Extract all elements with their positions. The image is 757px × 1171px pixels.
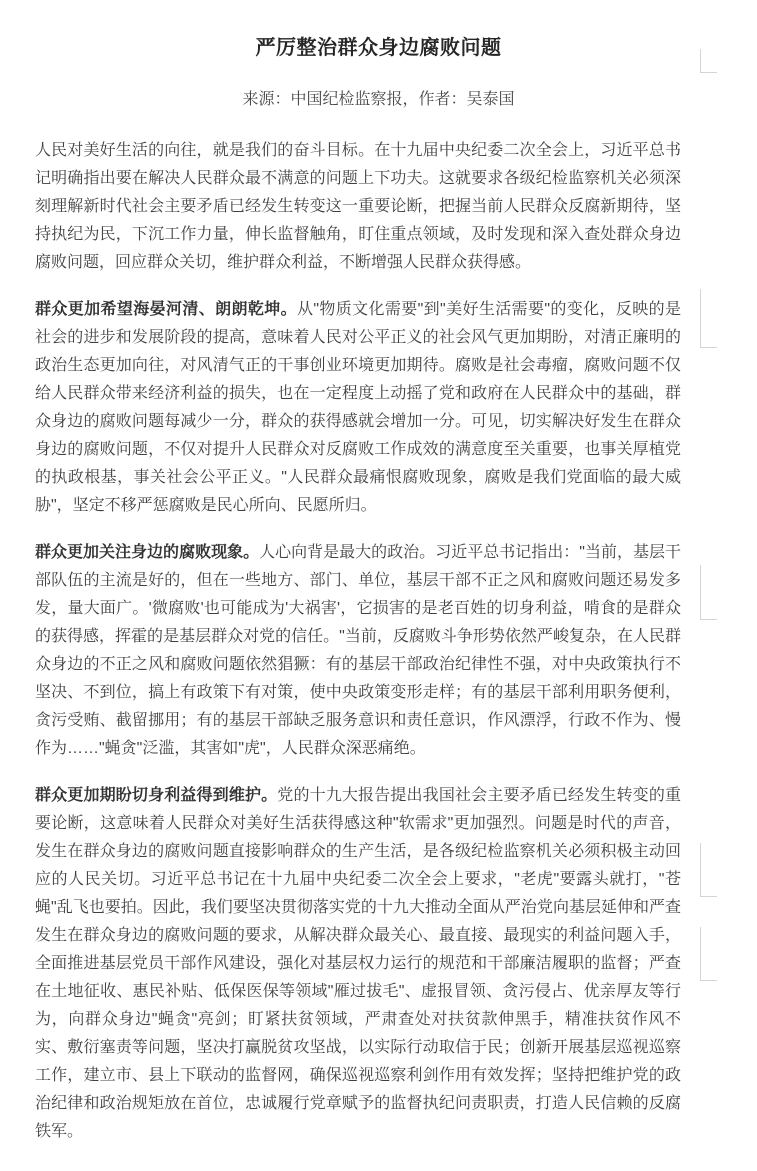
text-boundary-corner-mark (700, 289, 717, 348)
paragraph-lead: 群众更加关注身边的腐败现象。 (35, 544, 260, 561)
text-boundary-corner-mark (700, 843, 717, 897)
paragraph-text: 从"物质文化需要"到"美好生活需要"的变化，反映的是社会的进步和发展阶段的提高，意味着人民对公平正义的社会风气更加期盼，对清正廉明的政治生态更加向往，对风清气正的干事创业环境更加期待。腐败是社会毒瘤，腐败问题不仅给人民群众带来经济利益的损失，也在一定程度上动摇了党和政府在人民群众中的基础，群众身边的腐败问题每减少一分，群众的获得感就会增加一分。可见，切实解决好发生在群众身边的腐败问题，不仅对提升人民群众对反腐败工作成效的满意度至关重要，也事关厚植党的执政根基，事关社会公平正义。"人民群众最痛恨腐败现象，腐败是我们党面临的最大威胁"，坚定不移严惩腐败是民心所向、民愿所归。 (35, 301, 681, 514)
text-boundary-corner-mark (700, 565, 717, 620)
page-title: 严厉整治群众身边腐败问题 (255, 37, 502, 59)
article-body (35, 137, 681, 1146)
paragraph-text: 党的十九大报告提出我国社会主要矛盾已经发生转变的重要论断，这意味着人民群众对美好生活获得感这种"软需求"更加强烈。问题是时代的声音，发生在群众身边的腐败问题直接影响群众的生产生活，是各级纪检监察机关必须积极主动回应的人民关切。习近平总书记在十九届中央纪委二次全会上要求，"老虎"要露头就打，"苍蝇"乱飞也要拍。因此，我们要坚决贯彻落实党的十九大推动全面从严治党向基层延伸和严查发生在群众身边的腐败问题的要求，从解决群众最关心、最直接、最现实的利益问题入手，全面推进基层党员干部作风建设，强化对基层权力运行的规范和干部廉洁履职的监督；严查在土地征收、惠民补贴、低保医保等领域"雁过拔毛"、虚报冒领、贪污侵占、优亲厚友等行为，向群众身边"蝇贪"亮剑；盯紧扶贫领域，严肃查处对扶贫款伸黑手，精准扶贫作风不实、敷衍塞责等问题，坚决打赢脱贫攻坚战，以实际行动取信于民；创新开展基层巡视巡察工作，建立市、县上下联动的监督网，确保巡视巡察利剑作用有效发挥；坚持把维护党的政治纪律和政治规矩放在首位，忠诚履行党章赋予的监督执纪问责职责，打造人民信赖的反腐铁军。 (35, 787, 681, 1140)
paragraph (35, 782, 681, 1146)
paragraph-text: 人心向背是最大的政治。习近平总书记指出："当前，基层干部队伍的主流是好的，但在一些地方、部门、单位，基层干部不正之风和腐败问题还易发多发，量大面广。'微腐败'也可能成为'大祸害'，它损害的是老百姓的切身利益，啃食的是群众的获得感，挥霍的是基层群众对党的信任。"当前，反腐败斗争形势依然严峻复杂，在人民群众身边的不正之风和腐败问题依然猖獗：有的基层干部政治纪律性不强，对中央政策执行不坚决、不到位，搞上有政策下有对策，使中央政策变形走样；有的基层干部利用职务便利，贪污受贿、截留挪用；有的基层干部缺乏服务意识和责任意识，作风漂浮，行政不作为、慢作为……"蝇贪"泛滥，其害如"虎"，人民群众深恶痛绝。 (35, 544, 681, 757)
paragraph (35, 137, 681, 277)
source-author-line: 来源：中国纪检监察报，作者：吴泰国 (242, 91, 515, 108)
paragraph (35, 296, 681, 520)
paragraph-text: 人民对美好生活的向往，就是我们的奋斗目标。在十九届中央纪委二次全会上，习近平总书记明确指出要在解决人民群众最不满意的问题上下功夫。这就要求各级纪检监察机关必须深刻理解新时代社会主要矛盾已经发生转变这一重要论断，把握当前人民群众反腐新期待，坚持执纪为民，下沉工作力量，伸长监督触角，盯住重点领域，及时发现和深入查处群众身边腐败问题，回应群众关切，维护群众利益，不断增强人民群众获得感。 (35, 142, 681, 271)
paragraph-lead: 群众更加期盼切身利益得到维护。 (35, 787, 278, 804)
paragraph-lead: 群众更加希望海晏河清、朗朗乾坤。 (35, 301, 297, 318)
text-boundary-corner-mark (700, 927, 717, 981)
paragraph (35, 539, 681, 763)
